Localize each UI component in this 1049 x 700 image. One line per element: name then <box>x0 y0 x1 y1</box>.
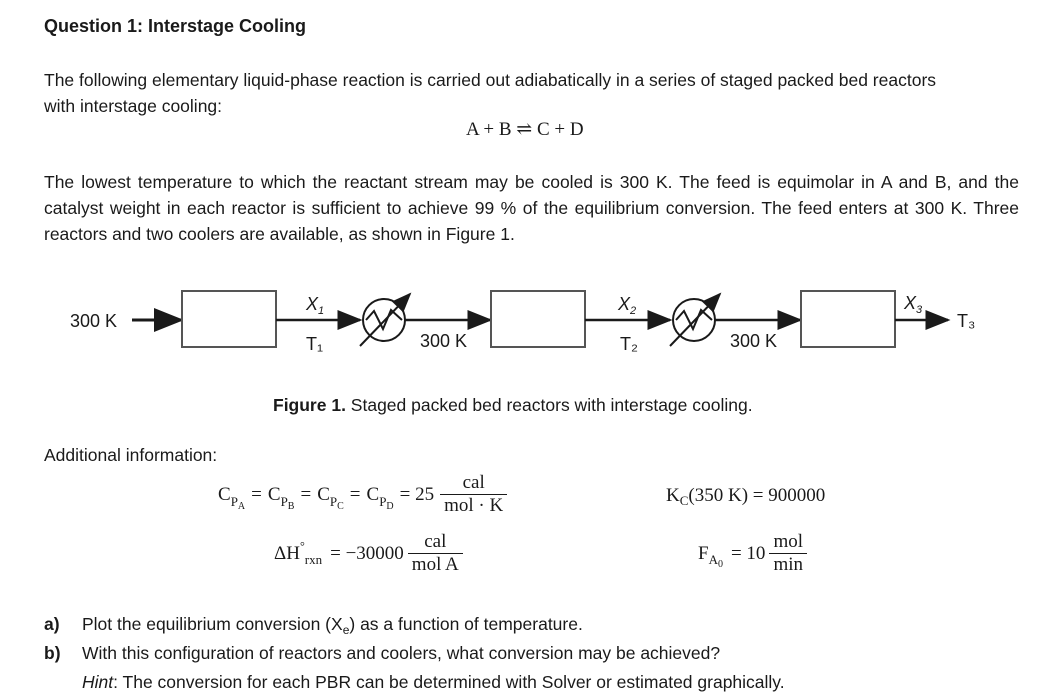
t1-label: T₁ <box>306 334 324 354</box>
intro-line-1: The following elementary liquid-phase reaction is carried out adiabatically in a series of staged packed bed reactors <box>44 70 937 90</box>
cooler-2-icon <box>670 294 720 346</box>
question-a: a) Plot the equilibrium conversion $(X_e)$ as a function of temperature. <box>44 614 583 637</box>
cooler-1-outlet-temp: 300 K <box>420 331 468 351</box>
molar-flow-equation: F $A_0$ = 10 $\frac{\text{mol}}{\min}$ <box>698 531 807 576</box>
t3-label: T₃ <box>957 311 976 331</box>
hint: Hint: The conversion for each PBR can be determined with Solver or estimated graphically. <box>82 672 785 692</box>
x1-label: $X_1$ <box>306 294 325 317</box>
reaction-equation: A + B ⇌ C + D <box>466 119 584 140</box>
cooler-2-outlet-temp: 300 K <box>730 331 778 351</box>
equilibrium-constant-equation: $K_C(350$ K) = 900000 <box>666 485 826 508</box>
reactor-3 <box>801 291 895 347</box>
t2-label: T₂ <box>620 334 638 354</box>
feed-temp-label: 300 K <box>70 311 118 331</box>
problem-description: The lowest temperature to which the reactant stream may be cooled is 300 K. The feed is equimolar in A and B, and the catalyst weight in each reactor is sufficient to achieve 99 % of the equilibrium conversion. The feed enters at 300 K. Three reactors and two coolers are available, as shown in Figure 1. <box>44 172 1019 244</box>
question-title: Question 1: Interstage Cooling <box>44 16 307 36</box>
x2-label: $X_2$ <box>618 294 637 317</box>
question-b: b) With this configuration of reactors and coolers, what conversion may be achieved? <box>44 643 721 663</box>
reactor-2 <box>491 291 585 347</box>
figure-caption-label: Figure 1. <box>273 395 346 415</box>
figure-caption <box>273 392 753 418</box>
additional-info-label: Additional information: <box>44 445 218 465</box>
reactor-diagram <box>0 270 1049 385</box>
intro-line-2: with interstage cooling: <box>44 96 223 116</box>
figure-caption-text: Staged packed bed reactors with interstage cooling. <box>345 395 753 415</box>
reactor-1 <box>182 291 276 347</box>
x3-label: $X_3$ <box>904 293 923 316</box>
heat-of-reaction-equation: ΔH ° rxn = −30000 $\frac{\text{cal}}{\text{mol A}}$ <box>274 531 463 576</box>
heat-capacity-equation: $C_{P_A}$ = $C_{P_B}$ = $C_{P_C}$ = $C_{P_D}$ = 25 $\frac{\text{cal}}{\text{mol · K}}$ <box>218 472 507 517</box>
cooler-1-icon <box>360 294 410 346</box>
